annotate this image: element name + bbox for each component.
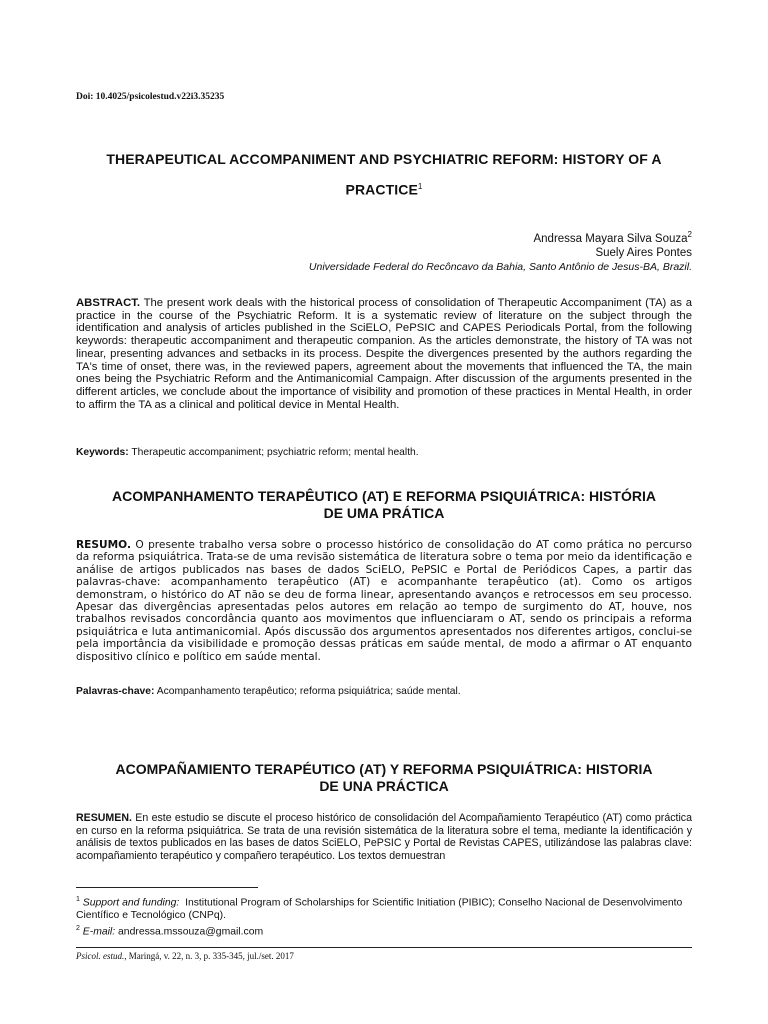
citation-details: , Maringá, v. 22, n. 3, p. 335-345, jul./set. 2017 [124,951,294,961]
footer-divider [76,947,692,948]
paper-title [76,146,692,204]
footnote-divider [76,887,258,888]
abstract-label: ABSTRACT. [76,297,141,309]
keywords-label: Keywords: [76,447,129,458]
heading-pt [76,488,692,522]
resumen-label: RESUMEN. [76,812,132,824]
abstract-en [76,297,692,411]
heading-es-line-2: DE UNA PRÁCTICA [319,778,449,794]
resumo-label: RESUMO. [76,539,131,551]
keywords-pt [76,686,692,698]
resumo-text: O presente trabalho versa sobre o processo histórico de consolidação do AT como prática no percurso da reforma psiquiátrica. Trata-se de uma revisão sistemática de literatura sobre o tema por meio da identificação e análise de artigos publicados nas bases de dados SciELO, PePSIC e Portal de Periódicos Capes, a partir das palavras-chave: acompanhamento terapêutico (AT) e acompanhante terapêutico (at). Como os artigos demonstram, o histórico do AT não se deu de forma linear, apresentando avanços e retrocessos em seu processo. Apesar das divergências apresentadas pelos autores em relação ao tempo de surgimento do AT, houve, nos trabalhos revisados concordância quanto aos movimentos que influenciaram o AT, sendo os principais a reforma psiquiátrica e luta antimanicomial. Após discussão dos argumentos apresentados nos diferentes artigos, conclui-se pela importância da visibilidade e promoção dessas práticas em saúde mental, de modo a afirmar o AT enquanto dispositivo clínico e político em saúde mental. [76,539,692,663]
heading-pt-line-1: ACOMPANHAMENTO TERAPÊUTICO (AT) E REFORMA PSIQUIÁTRICA: HISTÓRIA [112,488,656,504]
footnote-1: $^1$ Support and funding: Institutional Program of Scholarships for Scientific Initiation (PIBIC); Conselho Nacional de Desenvolvimento Científico e Tecnológico (CNPq). [76,896,683,922]
abstract-text: The present work deals with the historical process of consolidation of Therapeutic Accompaniment (TA) as a practice in the course of the Psychiatric Reform. It is a systematic review of literature on the subject through the identification and analysis of articles published in the SciELO, PePSIC and CAPES Periodicals Portal, from the following keywords: therapeutic accompaniment and therapeutic companion. As the articles demonstrate, the history of TA was not linear, presenting advances and setbacks in its process. Despite the divergences presented by the authors regarding the TA's time of onset, there was, in the reviewed papers, agreement about the movements that influenced the TA, the main ones being the Psychiatric Reform and the Antimanicomial Campaign. After discussion of the arguments presented in the different articles, we conclude about the importance of visibility and promotion of these practices in Mental Health, in order to affirm the TA as a clinical and political device in Mental Health. [76,297,692,411]
keywords-text: Therapeutic accompaniment; psychiatric reform; mental health. [131,447,419,458]
affiliation: Universidade Federal do Recôncavo da Bahia, Santo Antônio de Jesus-BA, Brazil. [308,260,692,273]
palavras-chave-text: Acompanhamento terapêutico; reforma psiquiátrica; saúde mental. [156,686,461,697]
author-1-footnote-mark: 2 [687,230,692,239]
heading-es [76,761,692,795]
author-1: Andressa Mayara Silva Souza$^2$ [533,230,692,245]
journal-name: Psicol. estud. [76,951,125,961]
title-line-2: PRACTICE$^1$ [345,181,423,198]
palavras-chave-label: Palavras-chave: [76,686,155,697]
journal-citation [76,951,294,961]
footnote-2: $^2$ E-mail: andressa.mssouza@gmail.com [76,924,264,938]
author-email: andressa.mssouza@gmail.com [118,926,264,938]
heading-es-line-1: ACOMPAÑAMIENTO TERAPÉUTICO (AT) Y REFORMA PSIQUIÁTRICA: HISTORIA [115,761,653,777]
heading-pt-line-2: DE UMA PRÁTICA [323,505,445,521]
title-footnote-mark: 1 [417,182,423,191]
doi: Doi: 10.4025/psicolestud.v22i3.35235 [76,92,225,102]
abstract-pt [76,539,692,663]
author-2: Suely Aires Pontes [595,246,692,259]
title-line-1: THERAPEUTICAL ACCOMPANIMENT AND PSYCHIATRIC REFORM: HISTORY OF A [106,151,662,167]
abstract-es [76,812,692,862]
author-block [76,228,692,274]
resumen-text: En este estudio se discute el proceso histórico de consolidación del Acompañamiento Terapéutico (AT) como práctica en curso en la reforma psiquiátrica. Se trata de una revisión sistemática de la literatura sobre el tema, mediante la identificación y análisis de textos publicados en las bases de datos SciELO, PePSIC y Portal de Revistas CAPES, utilizándose las palabras clave: acompañamiento terapéutico y compañero terapéutico. Los textos demuestran [76,812,692,862]
keywords-en [76,447,692,459]
footnotes [76,894,692,939]
